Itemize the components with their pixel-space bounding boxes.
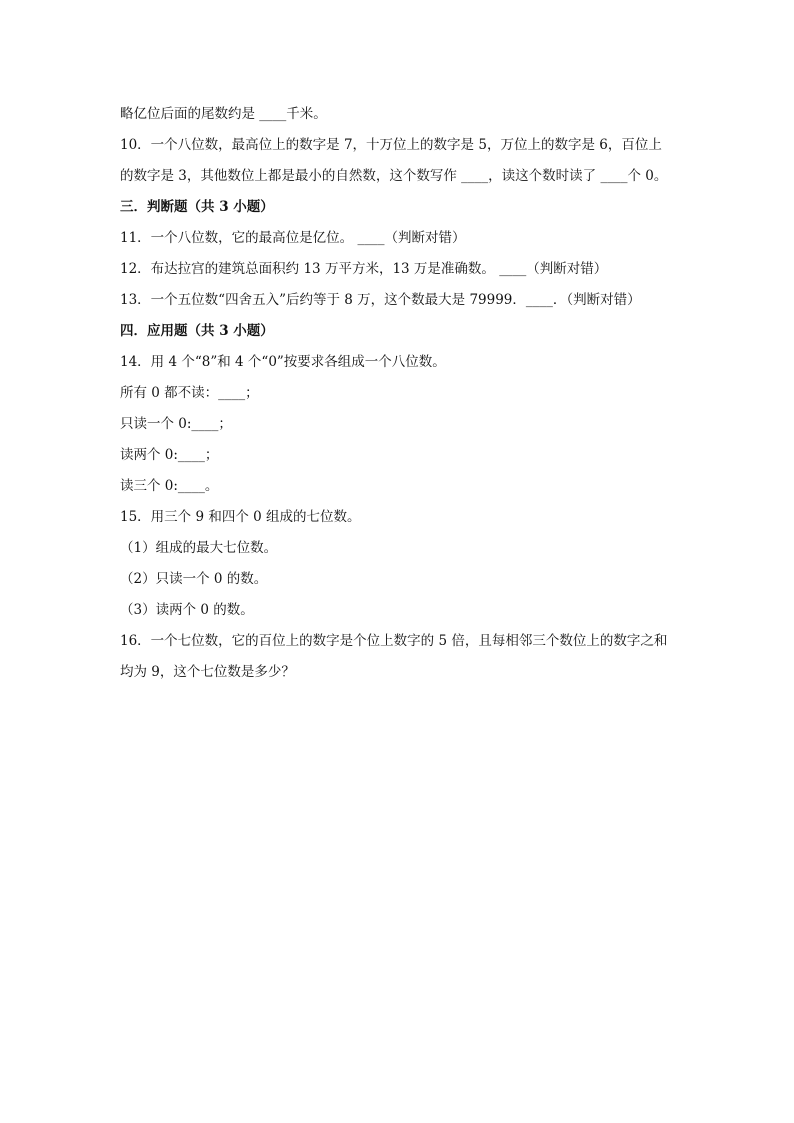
question-15-part-3: （3）读两个 0 的数。 xyxy=(120,602,254,618)
question-14: 14．用 4 个“8”和 4 个“0”按要求各组成一个八位数。 xyxy=(120,354,446,370)
question-16-line-1: 16．一个七位数，它的百位上的数字是个位上数字的 5 倍，且每相邻三个数位上的数字之和 xyxy=(120,633,668,649)
section-heading-application: 四．应用题（共 3 小题） xyxy=(120,323,274,339)
question-13: 13．一个五位数“四舍五入”后约等于 8 万，这个数最大是 79999．____．（判断对错） xyxy=(120,292,641,308)
question-14-part-d: 读三个 0:____。 xyxy=(120,478,219,494)
section-heading-judgement: 三．判断题（共 3 小题） xyxy=(120,199,274,215)
question-12: 12．布达拉宫的建筑总面积约 13 万平方米，13 万是准确数。 ____（判断对错） xyxy=(120,261,608,277)
question-15-part-1: （1）组成的最大七位数。 xyxy=(120,540,278,556)
question-10-line-2: 的数字是 3，其他数位上都是最小的自然数，这个数写作 ____，读这个数时读了 ____个 0。 xyxy=(120,168,668,184)
text-line-q9-continued: 略亿位后面的尾数约是 ____千米。 xyxy=(120,106,327,122)
question-15-part-2: （2）只读一个 0 的数。 xyxy=(120,571,268,587)
question-14-part-b: 只读一个 0:____； xyxy=(120,416,232,432)
question-10-line-1: 10．一个八位数，最高位上的数字是 7，十万位上的数字是 5，万位上的数字是 6，百位上 xyxy=(120,137,662,153)
question-11: 11．一个八位数，它的最高位是亿位。 ____（判断对错） xyxy=(120,230,466,246)
question-14-part-c: 读两个 0:____； xyxy=(120,447,219,463)
question-14-part-a: 所有 0 都不读：____； xyxy=(120,385,259,401)
question-16-line-2: 均为 9，这个七位数是多少？ xyxy=(120,664,295,680)
question-15: 15．用三个 9 和四个 0 组成的七位数。 xyxy=(120,509,361,525)
